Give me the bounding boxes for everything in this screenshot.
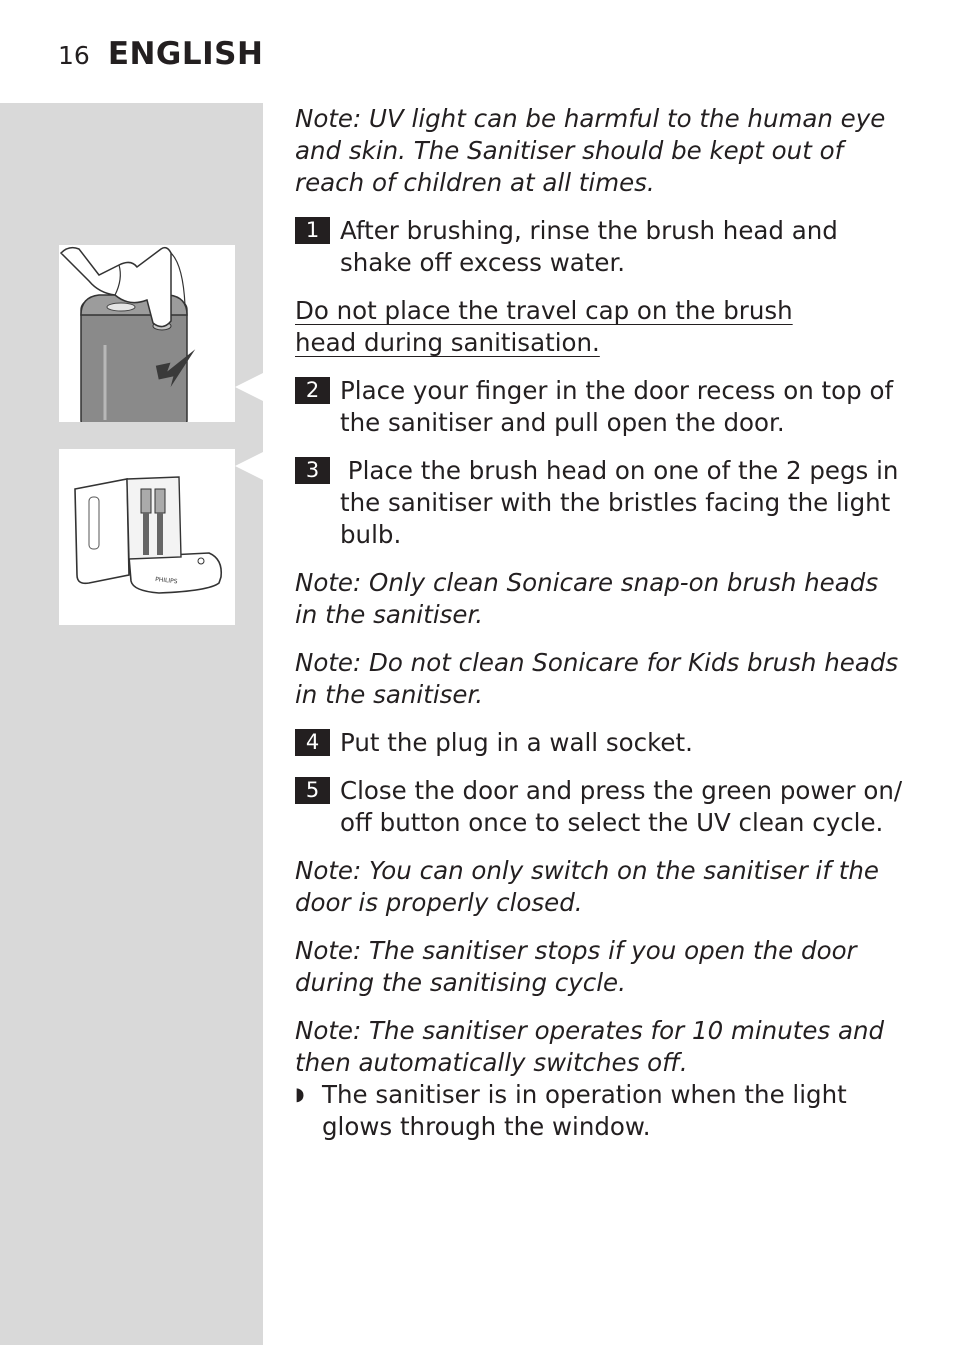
note-ten-minutes: Note: The sanitiser operates for 10 minutes and then automatically switches off. (295, 1016, 885, 1077)
bullet-text: The sanitiser is in operation when the light glows through the window. (322, 1080, 847, 1141)
caution-travel-cap (295, 295, 835, 359)
step-2 (295, 375, 907, 439)
step-text: Place the brush head on one of the 2 pegs in the sanitiser with the bristles facing the light bulb. (340, 456, 907, 549)
sanitiser-door-illustration (59, 245, 235, 422)
step-3 (295, 455, 907, 551)
note-uv-warning: Note: UV light can be harmful to the human eye and skin. The Sanitiser should be kept out of reach of children at all times. (295, 104, 886, 197)
step-4 (295, 727, 907, 759)
caution-text: Do not place the travel cap on the brush head during sanitisation. (295, 296, 793, 357)
note-stops: Note: The sanitiser stops if you open the door during the sanitising cycle. (295, 936, 857, 997)
step-text: Place your finger in the door recess on top of the sanitiser and pull open the door. (340, 376, 894, 437)
brand-label: PHILIPS (154, 576, 178, 586)
step-number: 5 (295, 777, 330, 804)
step-5 (295, 775, 907, 839)
step-text: Close the door and press the green power on/ off button once to select the UV clean cycle. (340, 776, 903, 837)
step-text: Put the plug in a wall socket. (340, 728, 693, 757)
page-number: 16 (58, 41, 90, 70)
note-kids: Note: Do not clean Sonicare for Kids brush heads in the sanitiser. (295, 648, 899, 709)
step-number: 2 (295, 377, 330, 404)
note-snap-on: Note: Only clean Sonicare snap-on brush heads in the sanitiser. (295, 568, 879, 629)
note-door-closed: Note: You can only switch on the sanitiser if the door is properly closed. (295, 856, 879, 917)
section-title: ENGLISH (107, 36, 264, 72)
figure-pointer (235, 373, 263, 401)
step-text: After brushing, rinse the brush head and shake off excess water. (340, 216, 838, 277)
figure-open-sanitiser (59, 449, 235, 625)
figure-pull-open-door (59, 245, 235, 422)
page-header (58, 36, 263, 72)
open-sanitiser-illustration (59, 449, 235, 625)
step-number: 4 (295, 729, 330, 756)
step-number: 1 (295, 217, 330, 244)
result-bullet (295, 1079, 907, 1143)
step-number: 3 (295, 457, 330, 484)
instructions (295, 103, 907, 1159)
figure-pointer (235, 452, 263, 480)
bullet-icon: ◗ (295, 1084, 305, 1105)
step-1 (295, 215, 907, 279)
